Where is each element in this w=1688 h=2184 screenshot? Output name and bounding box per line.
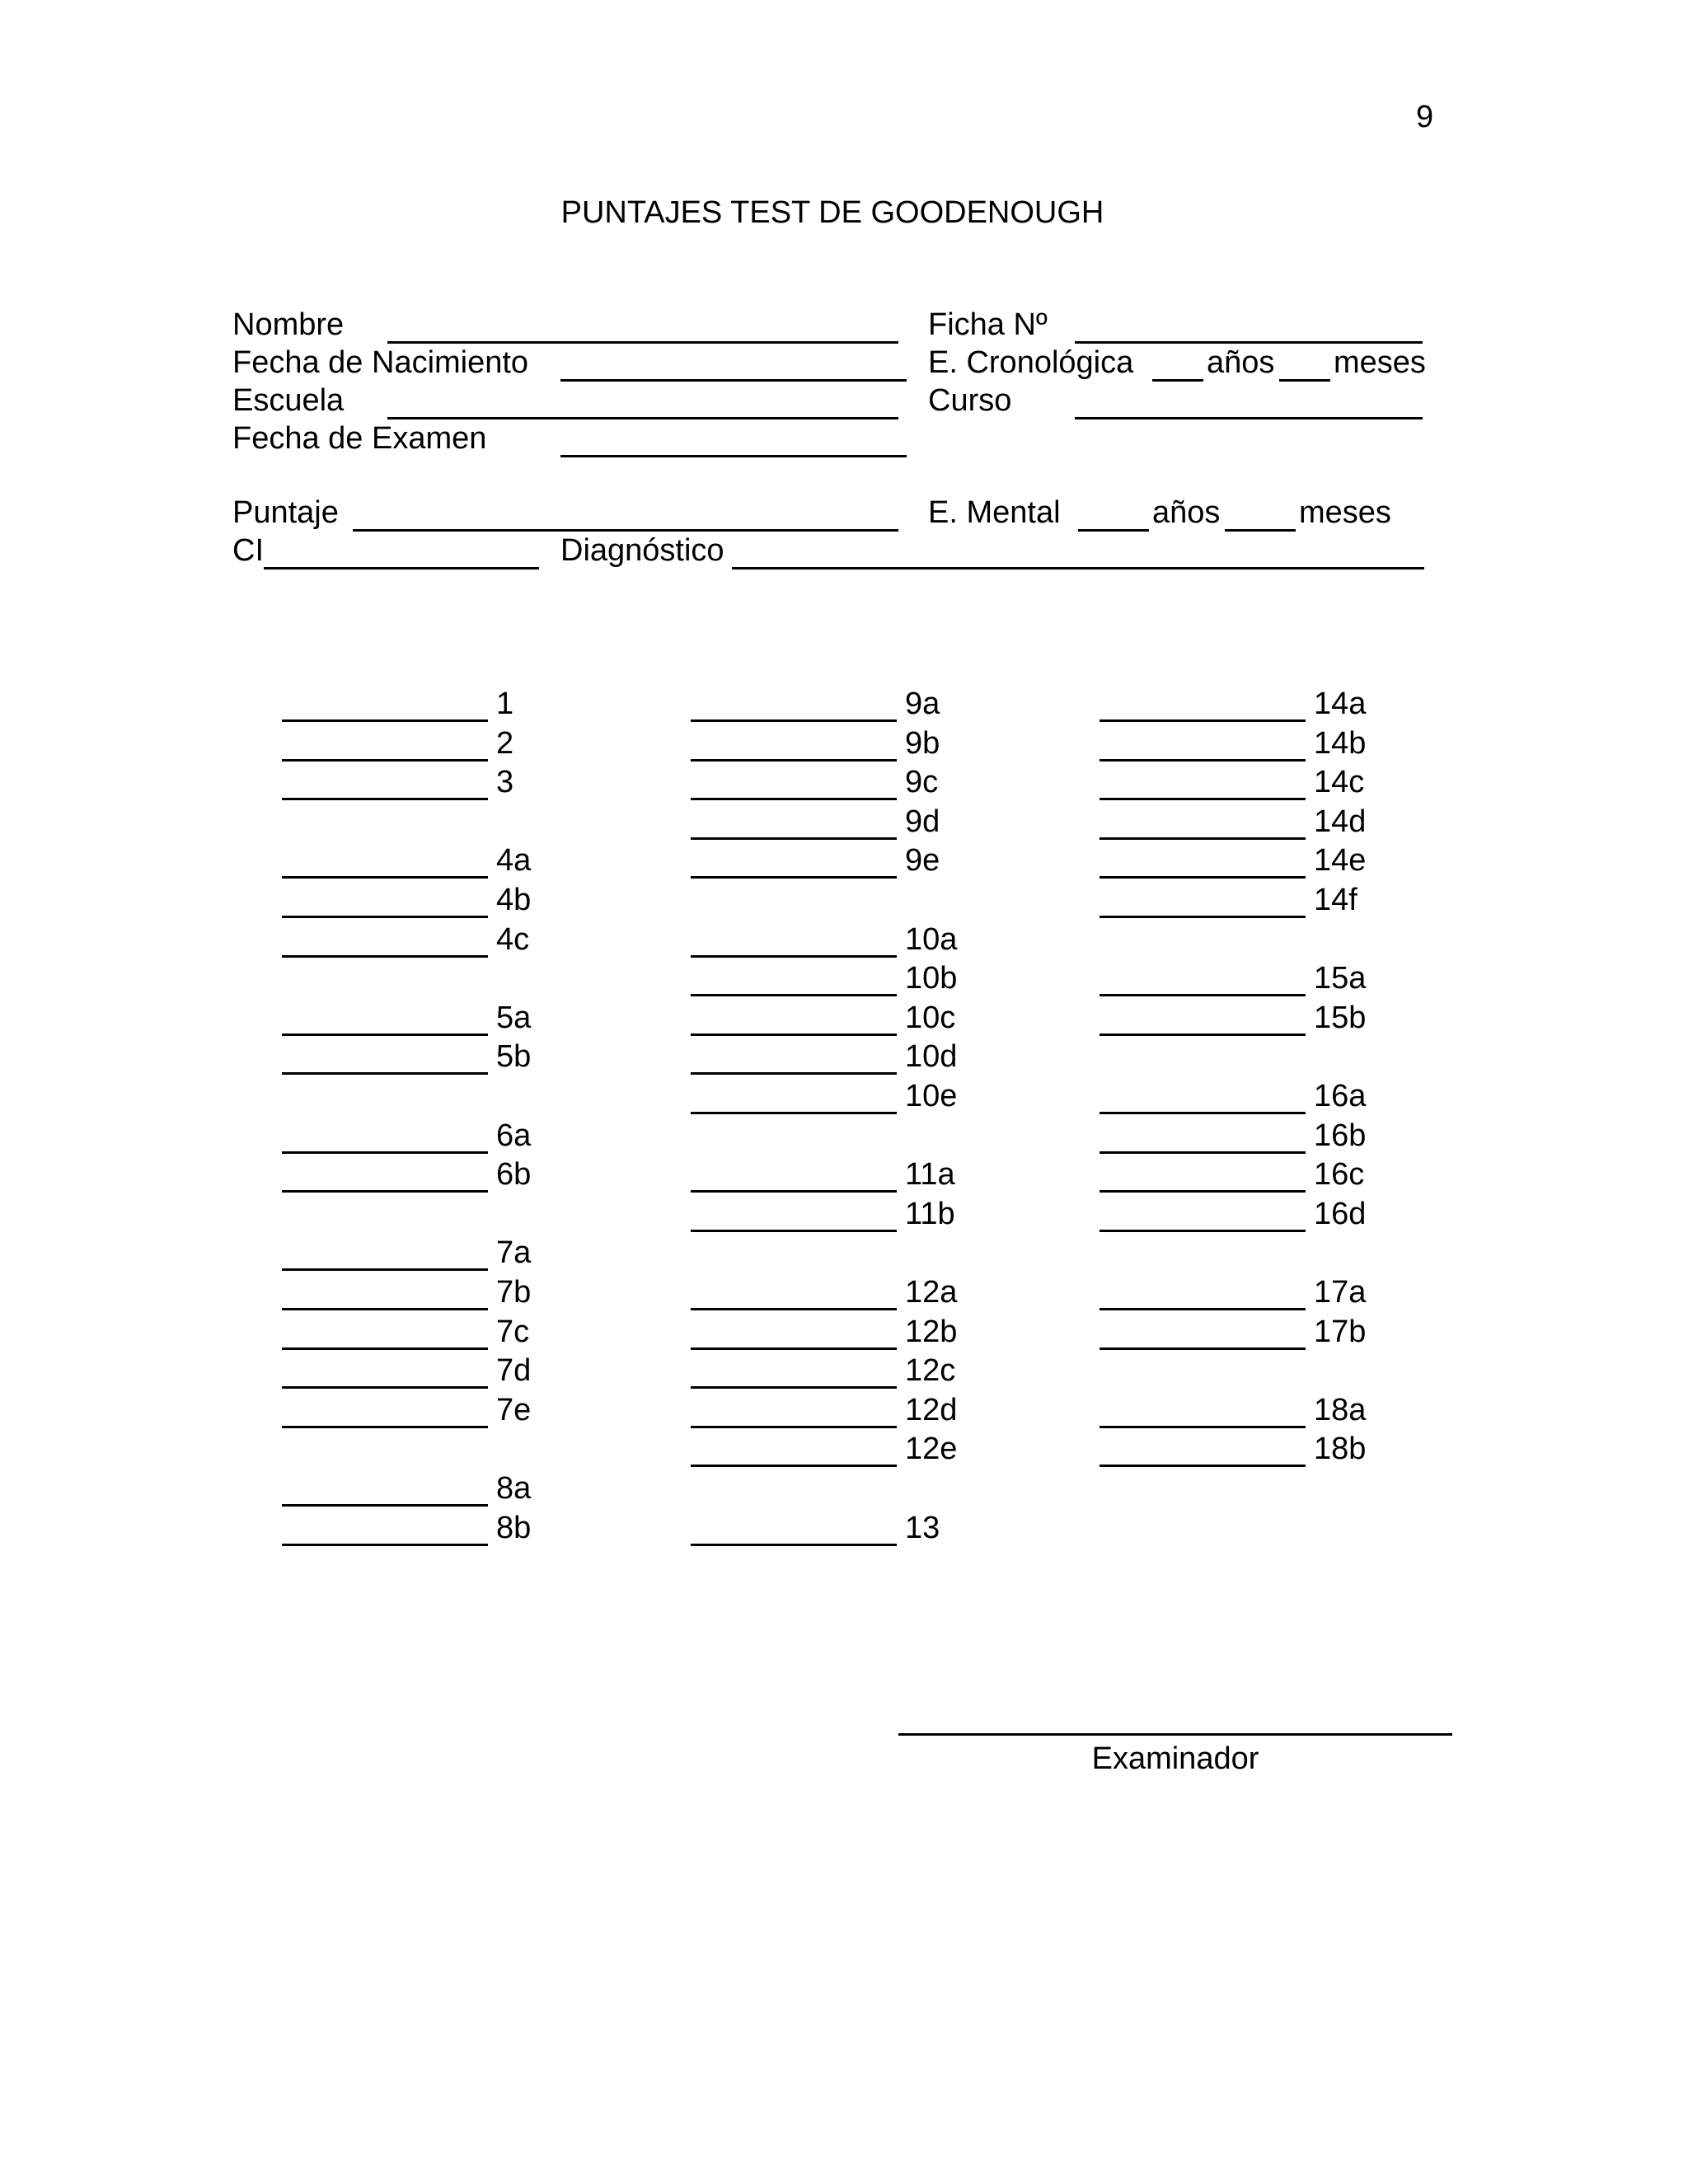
score-item-label: 12c [905,1353,956,1389]
score-item-field[interactable] [1100,1190,1306,1193]
score-item-field[interactable] [1100,1465,1306,1467]
score-item-field[interactable] [1100,719,1306,722]
score-item-field[interactable] [1100,994,1306,996]
score-item-label: 1 [496,687,514,721]
score-item-label: 9a [905,687,940,721]
score-item-field[interactable] [282,955,488,958]
score-item-label: 16c [1314,1157,1365,1193]
score-item-label: 10d [905,1039,958,1075]
score-item-label: 17b [1314,1314,1367,1349]
score-item-field[interactable] [691,1072,897,1075]
score-item-label: 10b [905,961,958,996]
edad-mental-meses-label: meses [1299,495,1391,530]
diagnostico-label: Diagnóstico [560,533,724,568]
score-item-field[interactable] [282,1386,488,1389]
score-item-label: 15a [1314,961,1367,996]
score-item-field[interactable] [691,1347,897,1350]
score-item-field[interactable] [691,1190,897,1193]
score-item-field[interactable] [691,798,897,800]
score-item-label: 14b [1314,725,1367,761]
score-item-field[interactable] [282,1268,488,1271]
score-item-label: 8b [496,1510,532,1545]
page-title: PUNTAJES TEST DE GOODENOUGH [560,195,1104,230]
edad-cronologica-label: E. Cronológica [928,345,1134,380]
score-item-label: 15b [1314,1000,1367,1035]
score-item-field[interactable] [691,759,897,762]
score-item-label: 11a [905,1157,955,1193]
score-item-field[interactable] [691,994,897,996]
score-item-label: 5a [496,1000,532,1035]
examinador-label: Examinador [1091,1741,1259,1776]
score-item-field[interactable] [691,1308,897,1310]
score-item-field[interactable] [691,1033,897,1036]
score-item-field[interactable] [1100,1151,1306,1154]
score-item-label: 4b [496,883,532,917]
score-item-field[interactable] [282,1426,488,1428]
score-item-label: 14d [1314,804,1367,839]
score-item-field[interactable] [282,1308,488,1310]
score-item-label: 14f [1314,883,1357,917]
edad-mental-anos-label: años [1152,495,1221,530]
score-item-field[interactable] [691,1386,897,1389]
score-item-label: 12e [905,1432,958,1467]
score-item-field[interactable] [282,876,488,879]
puntaje-label: Puntaje [232,495,339,530]
score-item-field[interactable] [282,1190,488,1193]
score-item-label: 9d [905,804,940,839]
score-item-field[interactable] [282,1544,488,1546]
score-item-field[interactable] [282,1347,488,1350]
score-item-field[interactable] [282,916,488,918]
score-item-field[interactable] [1100,798,1306,800]
score-item-label: 10c [905,1000,956,1035]
edad-mental-anos-field[interactable] [1078,529,1149,532]
score-item-field[interactable] [1100,876,1306,879]
page-number: 9 [1416,100,1434,134]
score-item-field[interactable] [282,759,488,762]
score-item-label: 14a [1314,687,1367,721]
score-item-field[interactable] [1100,1230,1306,1232]
score-item-label: 8a [496,1471,532,1506]
nombre-field[interactable] [387,341,898,344]
score-item-field[interactable] [691,1426,897,1428]
score-item-label: 12b [905,1314,958,1349]
ficha-label: Ficha Nº [928,307,1048,342]
score-item-field[interactable] [282,798,488,800]
score-item-field[interactable] [1100,1033,1306,1036]
score-item-label: 7a [496,1235,532,1271]
score-item-field[interactable] [691,1465,897,1467]
curso-field[interactable] [1075,417,1423,419]
score-item-field[interactable] [1100,837,1306,840]
score-item-label: 18b [1314,1432,1367,1467]
fecha-examen-field[interactable] [560,455,907,457]
edad-mental-meses-field[interactable] [1225,529,1296,532]
score-item-label: 10a [905,921,958,957]
score-item-field[interactable] [691,837,897,840]
score-item-field[interactable] [691,1112,897,1114]
score-item-field[interactable] [691,955,897,958]
score-item-field[interactable] [1100,916,1306,918]
score-item-label: 9e [905,843,940,879]
score-item-label: 7e [496,1392,532,1427]
edad-mental-label: E. Mental [928,495,1061,530]
score-item-field[interactable] [282,1504,488,1507]
edad-cronologica-meses-label: meses [1334,345,1426,380]
score-item-label: 4c [496,921,530,957]
score-item-field[interactable] [1100,1112,1306,1114]
examinador-signature-line[interactable] [898,1733,1452,1736]
escuela-label: Escuela [232,383,345,418]
score-item-label: 16b [1314,1118,1367,1153]
edad-cronologica-anos-field[interactable] [1152,379,1203,382]
score-item-field[interactable] [691,1544,897,1546]
edad-cronologica-anos-label: años [1207,345,1275,380]
score-item-label: 12d [905,1392,958,1427]
curso-label: Curso [928,383,1012,418]
ci-field[interactable] [264,567,539,569]
score-item-label: 12a [905,1275,958,1310]
edad-cronologica-meses-field[interactable] [1279,379,1330,382]
score-item-field[interactable] [1100,1347,1306,1350]
puntaje-field[interactable] [353,529,898,532]
score-item-label: 13 [905,1510,940,1545]
score-item-field[interactable] [1100,1426,1306,1428]
score-item-label: 7b [496,1275,532,1310]
score-item-field[interactable] [1100,1308,1306,1310]
score-item-label: 14c [1314,765,1365,800]
score-item-field[interactable] [691,876,897,879]
ficha-field[interactable] [1075,341,1423,344]
score-item-label: 16a [1314,1079,1367,1113]
escuela-field[interactable] [387,417,898,419]
score-item-label: 14e [1314,843,1367,879]
score-item-label: 6a [496,1118,532,1153]
fecha-nacimiento-label: Fecha de Nacimiento [232,345,529,380]
diagnostico-field[interactable] [732,567,1424,569]
score-item-field[interactable] [282,1033,488,1036]
fecha-nacimiento-field[interactable] [560,379,907,382]
ci-label: CI [232,533,264,568]
score-item-label: 6b [496,1157,532,1193]
score-item-label: 2 [496,725,514,761]
score-item-label: 10e [905,1079,958,1113]
fecha-examen-label: Fecha de Examen [232,421,487,456]
score-item-label: 9b [905,725,940,761]
score-item-label: 5b [496,1039,532,1075]
score-item-label: 18a [1314,1392,1367,1427]
score-item-field[interactable] [282,719,488,722]
score-item-field[interactable] [282,1072,488,1075]
score-item-label: 16d [1314,1196,1367,1231]
score-item-field[interactable] [282,1151,488,1154]
score-item-label: 3 [496,765,514,800]
score-item-label: 4a [496,843,532,879]
score-item-field[interactable] [691,719,897,722]
score-item-field[interactable] [691,1230,897,1232]
score-item-label: 11b [905,1196,955,1231]
score-item-field[interactable] [1100,759,1306,762]
score-item-label: 17a [1314,1275,1367,1310]
score-item-label: 9c [905,765,939,800]
nombre-label: Nombre [232,307,345,342]
score-item-label: 7d [496,1353,532,1389]
score-item-label: 7c [496,1314,530,1349]
